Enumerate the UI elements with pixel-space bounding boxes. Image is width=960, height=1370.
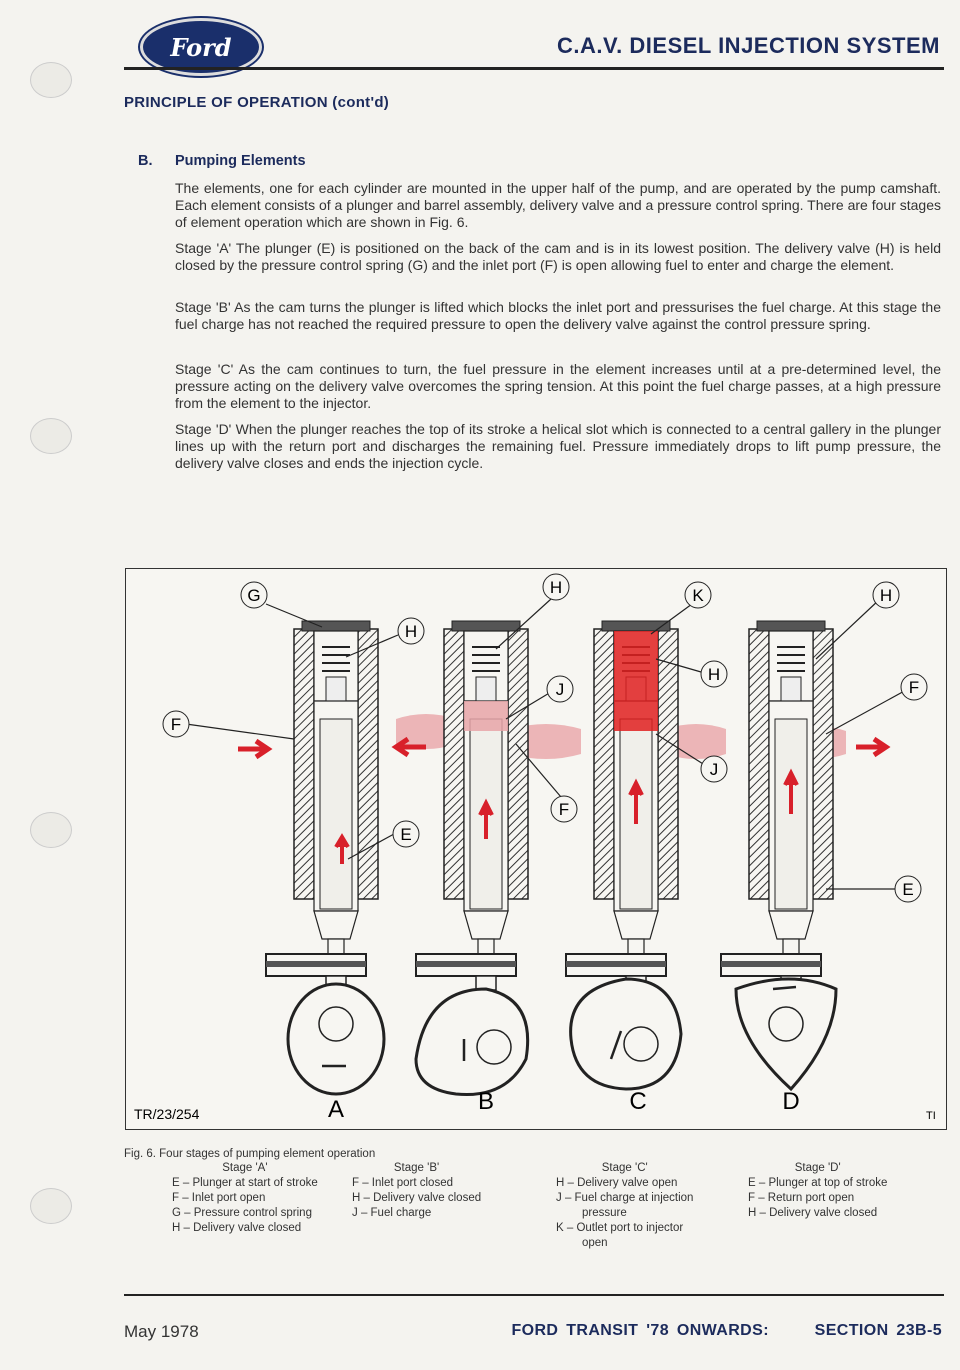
pumping-element-diagram: [125, 568, 947, 1130]
callout-text: K: [692, 586, 704, 605]
legend-item: F – Return port open: [748, 1192, 855, 1204]
cam-a: [288, 984, 384, 1094]
legend-item: J – Fuel charge at injection: [556, 1192, 694, 1204]
legend-item: H – Delivery valve open: [556, 1177, 678, 1189]
callout-text: G: [247, 586, 261, 605]
punch-hole: [30, 1188, 72, 1224]
callout-text: J: [709, 760, 719, 779]
callout-text: H: [549, 578, 563, 597]
section-heading: PRINCIPLE OF OPERATION (cont'd): [124, 94, 390, 111]
legend-item: pressure: [582, 1207, 627, 1219]
figure-caption: Fig. 6. Four stages of pumping element operation: [124, 1148, 376, 1160]
callout-a-h: [398, 618, 424, 644]
callout-text: H: [879, 586, 893, 605]
callout-a-g: [241, 582, 267, 608]
figure-ref-code: TR/23/254: [134, 1106, 200, 1122]
callout-a-f: [163, 711, 189, 737]
callout-a-e: [393, 821, 419, 847]
callout-b-j: [547, 676, 573, 702]
element-stage-b: [416, 621, 528, 1095]
callout-text: H: [707, 665, 721, 684]
callout-text: J: [555, 680, 565, 699]
subsection-title: Pumping Elements: [175, 153, 306, 169]
paragraph-stage-a: Stage 'A' The plunger (E) is positioned on the back of the cam and is in its lowest position. The delivery valve (H) is held closed by the pressure control spring (G) and the inlet port (F) is open allowing fuel to enter and charge the element.: [175, 240, 941, 273]
legend-item: H – Delivery valve closed: [748, 1207, 878, 1219]
legend-item: H – Delivery valve closed: [172, 1222, 302, 1234]
stage-letter: B: [477, 1088, 495, 1115]
callout-text: F: [558, 800, 570, 819]
legend-item: F – Inlet port open: [172, 1192, 266, 1204]
legend-stage-d: [748, 1161, 887, 1221]
callout-c-j: [701, 756, 727, 782]
callout-c-h: [701, 661, 727, 687]
legend-title: Stage 'C': [601, 1162, 648, 1174]
legend-stage-a: [172, 1161, 318, 1236]
subsection-letter: B.: [138, 153, 153, 169]
punch-hole: [30, 812, 72, 848]
element-stage-a: [266, 621, 384, 1094]
legend-stage-b: [352, 1161, 481, 1221]
legend-item: open: [582, 1237, 608, 1249]
footer-rule: [124, 1294, 944, 1296]
callout-b-f: [551, 796, 577, 822]
legend-item: F – Inlet port closed: [352, 1177, 453, 1189]
return-arrow: [856, 739, 886, 755]
callout-text: F: [170, 715, 182, 734]
callout-text: F: [908, 678, 920, 697]
legend-item: E – Plunger at start of stroke: [172, 1177, 318, 1189]
stage-letter: C: [629, 1088, 647, 1115]
callout-c-k: [685, 582, 711, 608]
stage-letter: A: [327, 1096, 345, 1123]
paragraph-stage-d: Stage 'D' When the plunger reaches the top of its stroke a helical slot which is connected to a central gallery in the plunger lines up with the return port and discharges the remaining fuel. Pressure immediately drops to lift pump pressure, the delivery valve closes and ends the injection cycle.: [175, 421, 941, 471]
header-rule: [124, 67, 944, 70]
paragraph-intro: The elements, one for each cylinder are mounted in the upper half of the pump, and are operated by the pump camshaft. Each element consists of a plunger and barrel assembly, delivery valve and a pressure control spring. There are four stages of element operation which are shown in Fig. 6.: [175, 180, 941, 230]
legend-item: E – Plunger at top of stroke: [748, 1177, 888, 1189]
punch-hole: [30, 62, 72, 98]
legend-title: Stage 'D': [794, 1162, 841, 1174]
figure-corner-mark: TI: [926, 1110, 936, 1122]
footer-publication-title: FORD TRANSIT '78 ONWARDS:: [511, 1322, 769, 1339]
legend-item: K – Outlet port to injector: [556, 1222, 684, 1234]
cam-d: [736, 979, 836, 1089]
legend-item: G – Pressure control spring: [172, 1207, 312, 1219]
footer-section: SECTION 23B-5: [814, 1322, 942, 1339]
cam-c: [571, 979, 681, 1089]
legend-item: H – Delivery valve closed: [352, 1192, 482, 1204]
callout-d-h: [873, 582, 899, 608]
footer-date: May 1978: [124, 1322, 199, 1341]
callout-text: H: [404, 622, 418, 641]
legend-title: Stage 'B': [393, 1162, 440, 1174]
paragraph-stage-b: Stage 'B' As the cam turns the plunger is lifted which blocks the inlet port and pressurises the fuel charge. At this stage the fuel charge has not reached the required pressure to open the delivery valve against the control pressure spring.: [175, 299, 941, 332]
callout-d-f: [901, 674, 927, 700]
diagram-svg: [126, 569, 946, 1129]
callout-text: E: [902, 880, 914, 899]
punch-hole: [30, 418, 72, 454]
legend-title: Stage 'A': [222, 1162, 268, 1174]
element-stage-c: [566, 621, 681, 1089]
footer-publication: [511, 1322, 942, 1340]
ford-logo-text: Ford: [170, 32, 232, 62]
document-title: C.A.V. DIESEL INJECTION SYSTEM: [557, 33, 940, 58]
callout-d-e: [895, 876, 921, 902]
inlet-arrow: [238, 741, 268, 757]
stage-letter: D: [782, 1088, 800, 1115]
callout-b-h: [543, 574, 569, 600]
element-stage-d: [721, 621, 836, 1089]
callout-text: E: [400, 825, 412, 844]
legend-item: J – Fuel charge: [352, 1207, 432, 1219]
paragraph-stage-c: Stage 'C' As the cam continues to turn, the fuel pressure in the element increases until at a pre-determined level, the pressure acting on the delivery valve overcomes the spring tension. At this point the fuel charge passes, at a high pressure from the element to the injector.: [175, 361, 941, 411]
legend-stage-c: [556, 1161, 693, 1251]
